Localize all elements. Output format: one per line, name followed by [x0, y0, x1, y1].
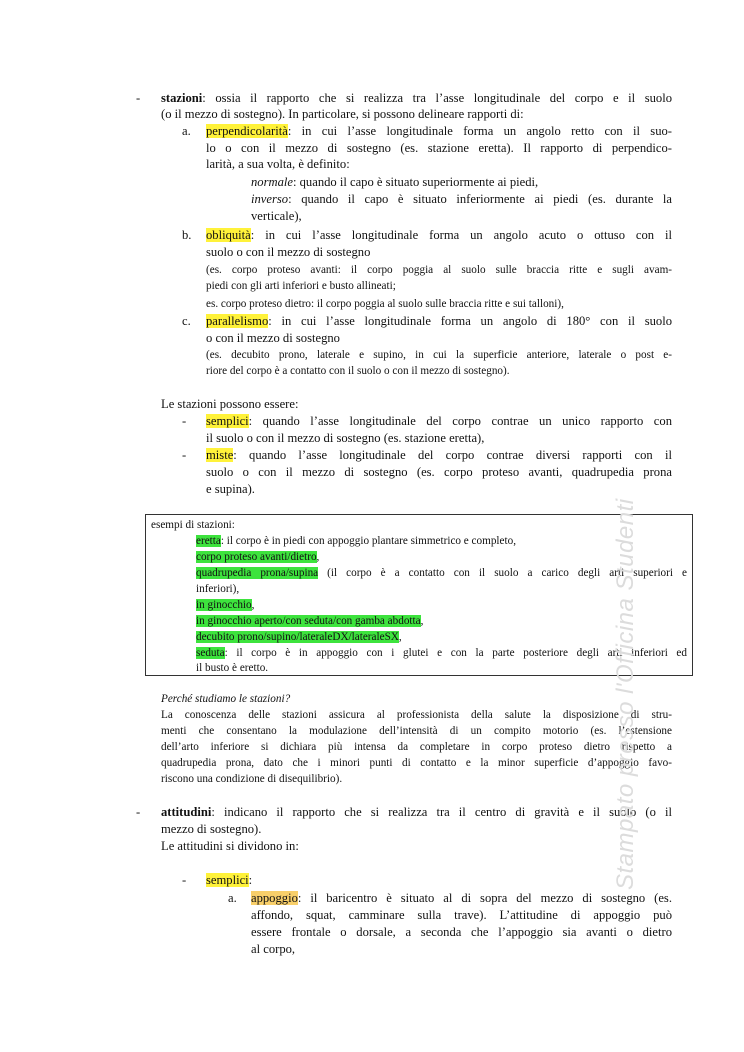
text: : quando l’asse longitudinale del corpo contrae un unico rapporto con — [248, 414, 672, 428]
term-proteso: corpo proteso avanti/dietro — [196, 551, 317, 563]
parallelismo-line2: o con il mezzo di sostegno — [206, 331, 340, 345]
perpendicolarita-line2: lo o con il mezzo di sostegno (es. stazione eretta). Il rapporto di perpendico- — [206, 141, 672, 155]
example-eretta — [196, 533, 516, 550]
obliquita-note2: piedi con gli arti inferiori e busto allineati; — [206, 280, 396, 292]
text: , — [316, 551, 320, 563]
term-miste: miste — [206, 448, 234, 462]
text: : ossia il rapporto che si realizza tra l’asse longitudinale del corpo e il suolo — [202, 91, 672, 105]
term-ginocchio: in ginocchio — [196, 599, 252, 611]
term-perpendicolarita: perpendicolarità — [206, 124, 288, 138]
marker-b: b. — [182, 228, 192, 242]
term-normale: normale — [251, 175, 293, 189]
attitudini-line2: mezzo di sostegno). — [161, 822, 262, 836]
semplici-line2: il suolo o con il mezzo di sostegno (es. stazione eretta), — [206, 431, 485, 445]
parallelismo-note2: riore del corpo è a contatto con il suolo o con il mezzo di sostegno). — [206, 365, 510, 377]
term-decubito: decubito prono/supino/lateraleDX/lateraleSX — [196, 631, 399, 643]
bullet: - — [182, 448, 187, 462]
perpendicolarita-line3: larità, a sua volta, è definito: — [206, 157, 350, 171]
text: : in cui l’asse longitudinale forma un angolo di 180° con il suolo — [268, 314, 672, 328]
term-obliquita: obliquità — [206, 228, 251, 242]
perpendicolarita-line1 — [206, 123, 672, 140]
examples-title: esempi di stazioni: — [151, 519, 235, 531]
why-line1: La conoscenza delle stazioni assicura al professionista della salute la disposizione di stru- — [161, 709, 672, 721]
text: : — [248, 873, 253, 887]
watermark: Stampato presso l'Officina Studenti — [612, 498, 639, 890]
obliquita-note1: (es. corpo proteso avanti: il corpo poggia al suolo sulle braccia ritte e sugli avam- — [206, 264, 672, 276]
appoggio-line3: essere frontale o dorsale, a seconda che l’appoggio sia avanti o dietro — [251, 925, 672, 939]
miste-line2: suolo o con il mezzo di sostegno (es. corpo proteso avanti, quadrupedia prona — [206, 465, 672, 479]
term-semplici: semplici — [206, 414, 249, 428]
semplici-line1 — [206, 413, 672, 430]
text: , — [251, 599, 255, 611]
text: (il corpo è a contatto con il suolo a carico degli arti superiori e — [318, 567, 687, 579]
example-quadrupedia-line2: inferiori), — [196, 583, 240, 595]
inverso-line — [251, 191, 672, 208]
attitudini-semplici — [206, 872, 252, 889]
text: : il baricentro è situato al di sopra del mezzo di sostegno (es. — [297, 891, 672, 905]
obliquita-note3: es. corpo proteso dietro: il corpo poggia al suolo sulle braccia ritte e sui talloni), — [206, 298, 564, 310]
attitudini-line3: Le attitudini si dividono in: — [161, 839, 299, 853]
example-seduta-line2: il busto è eretto. — [196, 662, 269, 674]
marker-a: a. — [228, 891, 237, 905]
text: : il corpo è in appoggio con i glutei e con la parte posteriore degli arti inferiori ed — [224, 647, 687, 659]
obliquita-line2: suolo o con il mezzo di sostegno — [206, 245, 371, 259]
inverso-line2: verticale), — [251, 209, 302, 223]
text: : in cui l’asse longitudinale forma un angolo retto con il suo- — [287, 124, 672, 138]
term-appoggio: appoggio — [251, 891, 298, 905]
parallelismo-line1 — [206, 313, 672, 330]
text: : quando il capo è situato superiormente ai piedi, — [292, 175, 539, 189]
text: : il corpo è in piedi con appoggio plantare simmetrico e completo, — [220, 535, 516, 547]
stazioni-intro-line2: (o il mezzo di sostegno). In particolare, si possono delineare rapporti di: — [161, 107, 524, 121]
why-line3: dell’arto inferiore si dichiara più intensa da completare in corpo proteso dietro rispetto a — [161, 741, 672, 753]
term-seduta: seduta — [196, 647, 225, 659]
why-line5: riscono una condizione di disequilibrio). — [161, 773, 343, 785]
stazioni-types-intro: Le stazioni possono essere: — [161, 397, 299, 411]
term-stazioni: stazioni — [161, 91, 203, 105]
normale-line — [251, 174, 538, 191]
miste-line3: e supina). — [206, 482, 255, 496]
term-ginocchio-aperto: in ginocchio aperto/con seduta/con gamba abdotta — [196, 615, 421, 627]
example-ginocchio — [196, 597, 254, 614]
term-eretta: eretta — [196, 535, 221, 547]
text: , — [398, 631, 402, 643]
bullet: - — [182, 414, 187, 428]
bullet: - — [136, 91, 141, 105]
why-line4: quadrupedia prona, dato che i minori punti di contatto e la minor superficie d’appoggio favo- — [161, 757, 672, 769]
term-inverso: inverso — [251, 192, 289, 206]
term-parallelismo: parallelismo — [206, 314, 269, 328]
obliquita-line1 — [206, 227, 672, 244]
appoggio-line2: affondo, squat, camminare sulla trave). L’attitudine di appoggio può — [251, 908, 672, 922]
example-ginocchio-aperto — [196, 613, 423, 630]
miste-line1 — [206, 447, 672, 464]
example-decubito — [196, 629, 402, 646]
text: : quando il capo è situato inferiormente ai piedi (es. durante la — [288, 192, 672, 206]
term-quadrupedia: quadrupedia prona/supina — [196, 567, 319, 579]
text: : quando l’asse longitudinale del corpo contrae diversi rapporti con il — [233, 448, 672, 462]
why-line2: menti che consentano la modulazione dell’intensità di un compito motorio (es. l’estensione — [161, 725, 672, 737]
example-proteso — [196, 549, 319, 566]
marker-c: c. — [182, 314, 191, 328]
why-question: Perché studiamo le stazioni? — [161, 693, 291, 705]
text: : in cui l’asse longitudinale forma un angolo acuto o ottuso con il — [250, 228, 672, 242]
parallelismo-note1: (es. decubito prono, laterale e supino, in cui la superficie anteriore, laterale o post e- — [206, 349, 672, 361]
stazioni-intro-line1 — [161, 90, 672, 107]
bullet: - — [136, 805, 141, 819]
text: , — [420, 615, 424, 627]
bullet: - — [182, 873, 187, 887]
appoggio-line1 — [251, 890, 672, 907]
attitudini-line1 — [161, 804, 672, 821]
appoggio-line4: al corpo, — [251, 942, 296, 956]
term-attitudini: attitudini — [161, 805, 212, 819]
marker-a: a. — [182, 124, 191, 138]
term-semplici-attitudini: semplici — [206, 873, 249, 887]
text: : indicano il rapporto che si realizza tra il centro di gravità e il suolo (o il — [211, 805, 672, 819]
